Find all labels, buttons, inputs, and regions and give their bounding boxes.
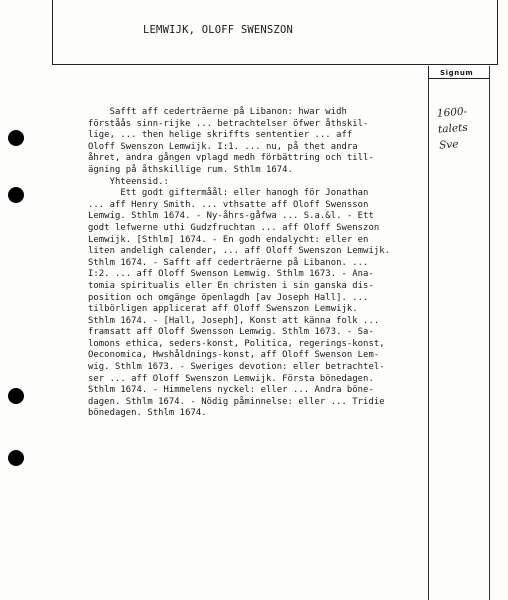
- text-line: åhret, andra gången vplagd medh förbättring och till-: [88, 153, 374, 164]
- text-line: godt lefwerne uthi Gudzfruchtan ... aff Oloff Swenszon: [88, 222, 380, 233]
- signum-column-rule: [428, 78, 429, 600]
- punch-hole: [8, 450, 24, 466]
- text-line: Sthlm 1674. - [Hall, Joseph], Konst att känna folk ...: [88, 315, 380, 326]
- signum-label: Signum: [440, 69, 474, 77]
- card-heading: LEMWIJK, OLOFF SWENSZON: [143, 24, 293, 36]
- header-left-rule: [52, 0, 53, 64]
- text-line: ägning på åthskillige rum. Sthlm 1674.: [88, 164, 293, 175]
- card-body-text: [88, 107, 390, 420]
- text-line: Sthlm 1674. - Safft aff cederträerne på Libanon. ...: [88, 257, 369, 268]
- header-right-rule: [497, 0, 498, 64]
- text-line: Lemwig. Sthlm 1674. - Ny-åhrs-gåfwa ... S.a.&l. - Ett: [88, 211, 374, 222]
- text-line: Oloff Swenszon Lemwijk. I:1. ... nu, på thet andra: [88, 141, 358, 152]
- text-line: Lemwijk. [Sthlm] 1674. - En godh endalycht: eller en: [88, 234, 369, 245]
- text-line: liten andeligh calender, ... aff Oloff Swenszon Lemwijk.: [88, 246, 391, 257]
- text-line: Yhteensid.:: [88, 176, 169, 187]
- text-line: ... aff Henry Smith. ... vthsatte aff Oloff Swensson: [88, 199, 369, 210]
- text-line: förståås sinn-rijke ... betrachtelser öfwer åthskil-: [88, 118, 369, 129]
- text-line: dagen. Sthlm 1674. - Nödig påminnelse: eller ... Tridie: [88, 396, 385, 407]
- card-right-edge: [489, 66, 490, 600]
- text-line: position och omgänge öpenlagdh [av Joseph Hall]. ...: [88, 292, 369, 303]
- text-line: I:2. ... aff Oloff Swenson Lemwig. Sthlm 1673. - Ana-: [88, 269, 374, 280]
- handwritten-line: Sve: [438, 138, 459, 152]
- punch-hole: [8, 187, 24, 203]
- punch-hole: [8, 130, 24, 146]
- header-divider: [52, 64, 498, 65]
- text-line: Oeconomica, Hwshåldnings-konst, aff Oloff Swenson Lem-: [88, 350, 380, 361]
- handwritten-line: talets: [437, 121, 469, 136]
- punch-hole: [8, 388, 24, 404]
- text-line: tomia spiritualis eller En christen i sin ganska dis-: [88, 280, 374, 291]
- text-line: ser ... aff Oloff Swenszon Lemwijk. Första bönedagen.: [88, 373, 374, 384]
- text-line: lige, ... then helige skriffts sententier ... aff: [88, 130, 353, 141]
- handwritten-line: 1600-: [436, 105, 468, 120]
- text-line: lomons ethica, seders-konst, Politica, regerings-konst,: [88, 338, 385, 349]
- text-line: tilbörligen applicerat aff Oloff Swenszon Lemwijk.: [88, 304, 358, 315]
- handwritten-signum-note: [436, 102, 487, 153]
- text-line: Ett godt giftermåål: eller hanogh för Jonathan: [88, 188, 369, 199]
- text-line: wig. Sthlm 1673. - Sweriges devotion: eller betrachtel-: [88, 362, 385, 373]
- text-line: Safft aff cederträerne på Libanon: hwar widh: [88, 107, 347, 117]
- text-line: framsatt aff Oloff Swensson Lemwig. Sthlm 1673. - Sa-: [88, 327, 374, 338]
- text-line: Sthlm 1674. - Himmelens nyckel: eller ... Andra böne-: [88, 385, 374, 396]
- text-line: bönedagen. Sthlm 1674.: [88, 408, 207, 419]
